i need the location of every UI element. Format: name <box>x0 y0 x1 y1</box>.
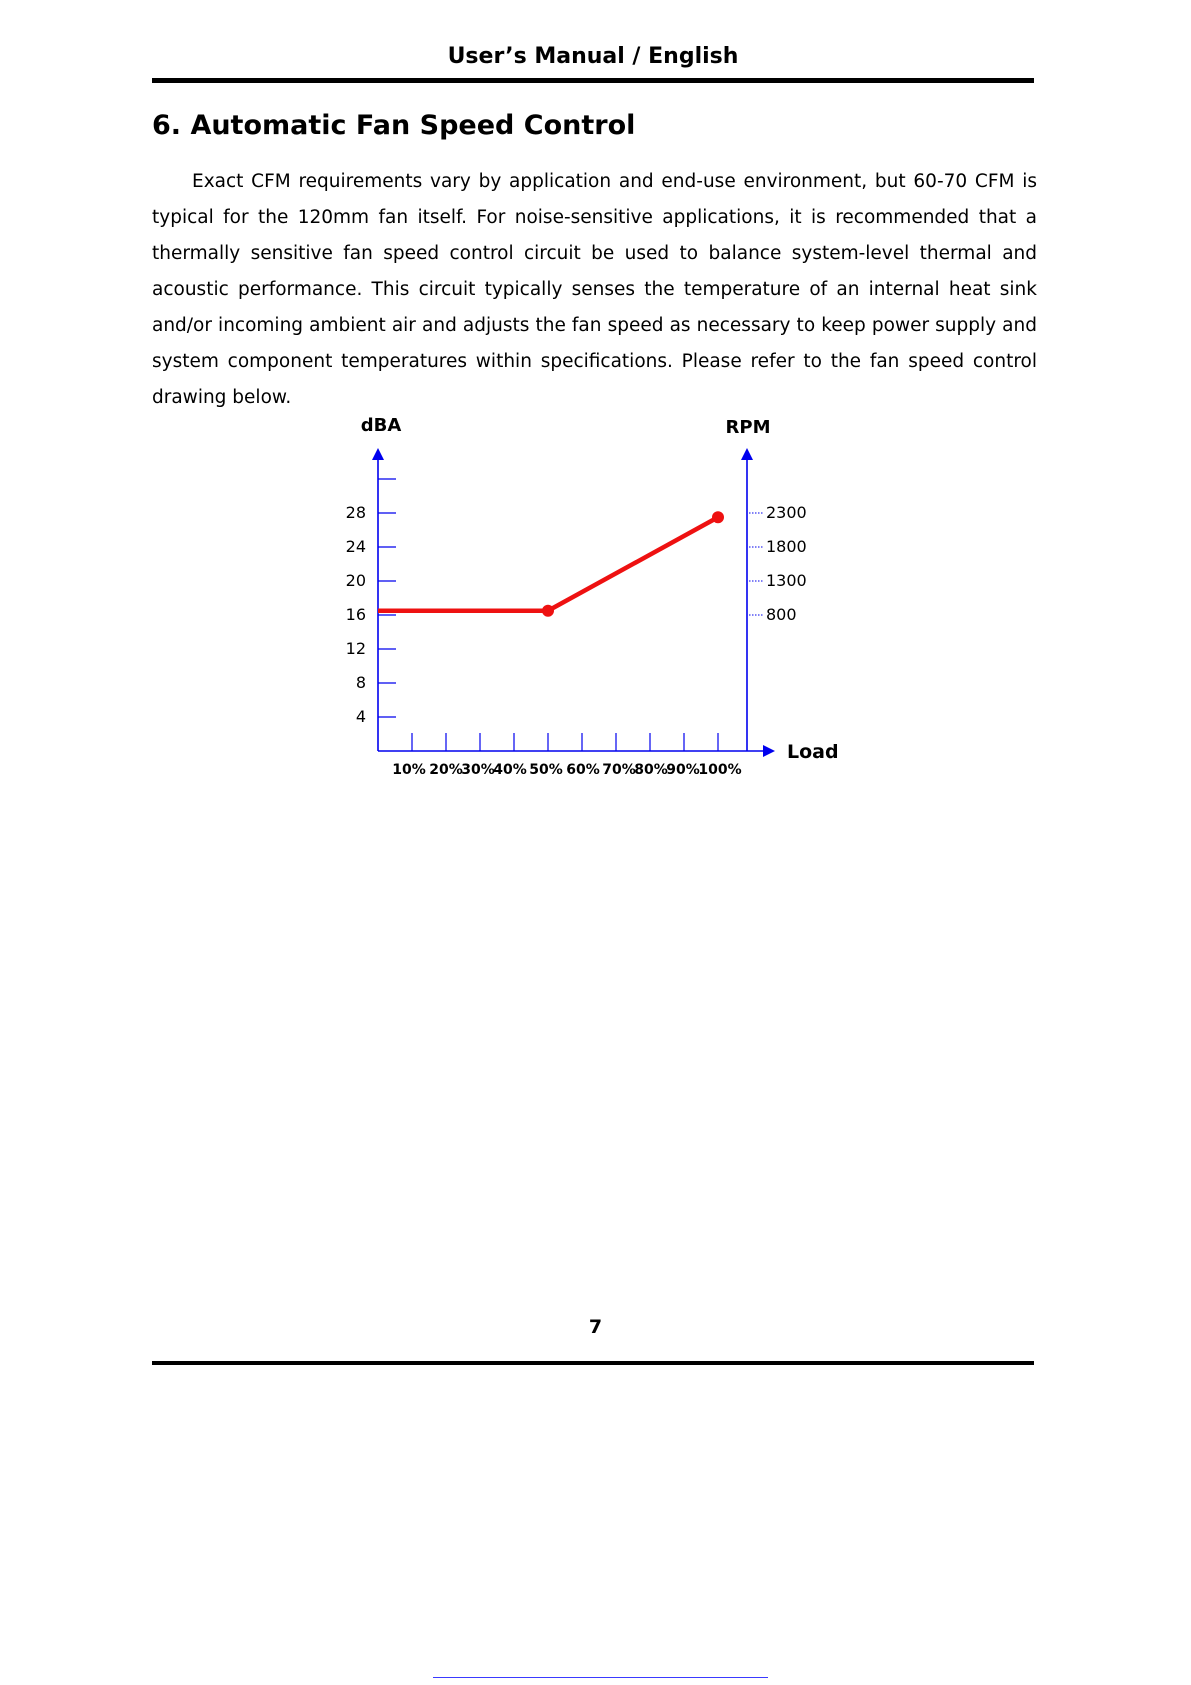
fan-speed-chart <box>0 0 1191 820</box>
series-point <box>542 605 554 617</box>
series-point <box>712 511 724 523</box>
x-tick-label: 50% <box>529 762 563 778</box>
y-tick-label: 4 <box>355 707 366 726</box>
chart-series <box>378 511 724 617</box>
series-line <box>378 517 718 611</box>
y2-axis-title: RPM <box>725 417 771 438</box>
y2-tick-label: 1300 <box>766 571 807 590</box>
chart-labels <box>346 415 839 778</box>
x-axis-title: Load <box>787 741 839 763</box>
x-tick-label: 70% <box>602 762 636 778</box>
section-body-text: Exact CFM requirements vary by application and end-use environment, but 60-70 CFM is typical for the 120mm fan itself. For noise-sensitive applications, it is recommended that a thermally sensitive fan speed control circuit be used to balance system-level thermal and acoustic performance. This circuit typically senses the temperature of an internal heat sink and/or incoming ambient air and adjusts the fan speed as necessary to keep power supply and system component temperatures within specifications. Please refer to the fan speed control drawing below. <box>152 171 1037 408</box>
x-tick-label: 40% <box>493 762 527 778</box>
y2-tick-label: 2300 <box>766 503 807 522</box>
y-tick-label: 16 <box>345 605 366 624</box>
page-number: 7 <box>588 1316 603 1338</box>
y2-axis-arrow <box>741 448 753 460</box>
y-axis-arrow <box>372 448 384 460</box>
chart-axes <box>372 448 775 757</box>
x-tick-label: 80% <box>634 762 668 778</box>
x-tick-label: 10% <box>392 762 426 778</box>
running-header: User’s Manual / English <box>447 44 739 69</box>
x-tick-label: 20% <box>429 762 463 778</box>
x-tick-label: 90% <box>666 762 700 778</box>
y2-tick-label: 1800 <box>766 537 807 556</box>
footer-rule <box>152 1361 1034 1365</box>
x-tick-label: 100% <box>698 762 742 778</box>
y-tick-label: 12 <box>345 639 366 658</box>
x-tick-label: 60% <box>566 762 600 778</box>
y-axis-title: dBA <box>360 415 402 436</box>
y2-tick-label: 800 <box>766 605 797 624</box>
footer-link-underline <box>433 1677 768 1678</box>
x-axis-arrow <box>763 745 775 757</box>
section-title: 6. Automatic Fan Speed Control <box>152 110 636 141</box>
y-tick-label: 24 <box>345 537 366 556</box>
y-tick-label: 8 <box>355 673 366 692</box>
y-tick-label: 28 <box>345 503 366 522</box>
y-tick-label: 20 <box>345 571 366 590</box>
x-tick-label: 30% <box>461 762 495 778</box>
chart-ticks <box>378 479 763 751</box>
